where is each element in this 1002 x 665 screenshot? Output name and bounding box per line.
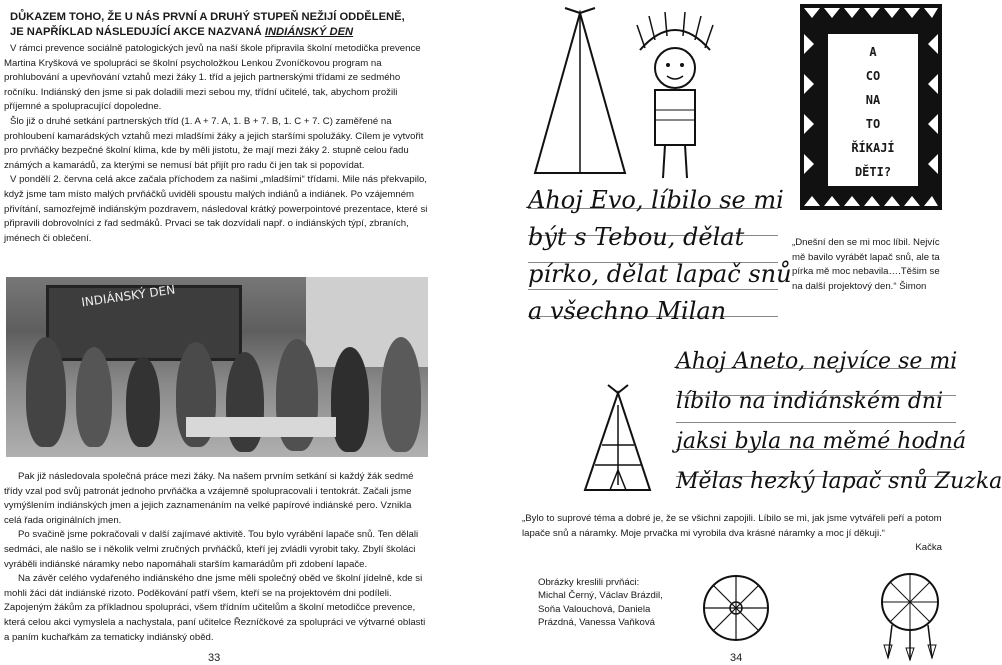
quote-simon: „Dnešní den se mi moc líbil. Nejvíc mě bavilo vyrábět lapač snů, ale ta pírka mě moc nebavila….Těšim se na další projektový den.“ Šimon: [792, 237, 940, 292]
credits-line: Michal Černý, Václav Brázdil,: [538, 590, 663, 602]
paragraph: V pondělí 2. června celá akce začala příchodem za našimi „mladšími“ třídami. Mile nás překvapilo, když jsme tam místo malých prvňáčků uviděli spoustu malých indiánů a indiánek. Po vzájemném přivítání, samozřejmě indiánským pozdravem, následoval krátký powerpointové prezentace, které si připravili dobrovolníci z řad sedmáků. Prvaci se tak dozvídali např. o indiánských týpí, zbraních, jménech či oblečení.: [4, 174, 428, 244]
person: [26, 337, 66, 447]
title-word: DĚTI?: [854, 165, 892, 179]
person: [381, 337, 421, 452]
blackboard-text: INDIÁNSKÝ DEN: [80, 282, 176, 310]
header-line-2-text: JE NAPŘÍKLAD NÁSLEDUJÍCÍ AKCE NAZVANÁ: [10, 26, 265, 38]
credits-line: Soňa Valouchová, Daniela: [538, 603, 651, 615]
continued-text: [4, 470, 429, 645]
dreamcatcher-drawing: [870, 570, 950, 662]
header-line-1: DŮKAZEM TOHO, ŽE U NÁS PRVNÍ A DRUHÝ STUPEŇ NEŽIJÍ ODDĚLENĚ,: [10, 11, 405, 23]
handwritten-line: Mělas hezký lapač snů Zuzka: [676, 469, 1002, 494]
credits-line: Obrázky kreslili prvňáci:: [538, 577, 640, 588]
paragraph: Šlo již o druhé setkání partnerských tříd (1. A + 7. A, 1. B + 7. B, 1. C + 7. C) zaměřené na prohloubení kamarádských vztahů mezi mladšími žáky a jejich staršími spolužáky. Cílem je vytvořit pro prvňáčky bezpečné školní klima, kde by měli jistotu, že mají mezi žáky 2. stupně celou řadu známých a kamarádů, za kterými se nemusí bát přijít pro radu či jen tak si popovídat.: [4, 115, 424, 171]
tipi-drawing: [525, 8, 635, 178]
title-word: CO: [865, 69, 881, 83]
kids-say-title: [826, 32, 920, 188]
article-title: INDIÁNSKÝ DEN: [264, 26, 354, 38]
dreamcatcher-drawing: [698, 570, 778, 660]
paragraph: Pak již následovala společná práce mezi žáky. Na našem prvním setkání si každý žák sedmé třídy vzal pod svůj patronát jednoho prvňáčka a vzájemně spolupracovali i tentokrát. Začali jsme vymýšlením indiánských jmen a jejich zaznamenáním na velké papírové indiánské pero. Vznikla celá řada originálních jmen.: [4, 471, 414, 526]
credits-line: Prázdná, Vanessa Vaňková: [538, 617, 655, 629]
title-word: NA: [865, 93, 881, 107]
table: [186, 417, 336, 437]
handwritten-line: Ahoj Evo, líbilo se mi: [528, 186, 784, 214]
class-photo: [6, 277, 428, 457]
intro-text: [4, 42, 429, 246]
paragraph: Na závěr celého vydařeného indiánského dne jsme měli společný oběd ve školní jídelně, kde si mohli žáci dát indiánské rizoto. Poděkování patří všem, kteří se na projektovém dni podíleli. Zapojeným žákům za příkladnou spolupráci, všem třídním učitelům a školní metodičce prevence, která celou akci vymyslela a nachystala, paní učitelce Řezníčkové za spolupráci ve výtvarné oblasti a paním kuchařkám za tematicky indiánský oběd.: [4, 573, 426, 643]
indian-drawing: [625, 10, 725, 185]
drawing-credits: [538, 576, 698, 630]
quote-kacka: [522, 512, 942, 556]
handwritten-line: být s Tebou, dělat: [528, 223, 745, 251]
page-number-right: 34: [730, 652, 743, 664]
paragraph: V rámci prevence sociálně patologických jevů na naší škole připravila školní metodička prevence Martina Kryšková ve spolupráci se školní psycholožkou Lenkou Zvoníčkovou program na prohlubování a upevňování vztahů mezi žáky 1. tříd a jejich partnerskými třídami ze sedmého ročníku. Indiánský den jsme si pak doladili mezi sebou my, třídní učitelé, tak, abychom prožili příjemné a spolupracující dopoledne.: [4, 43, 421, 113]
person: [126, 357, 160, 447]
paragraph: Po svačině jsme pokračovali v další zajímavé aktivitě. Tou bylo vyrábění lapače snů. Ten dělali sedmáci, ale našlo se i několik velmi zručných prvňáčků, kteří jej zvládli vyrobit taky. Zbylí školáci vyráběli indiánské náramky nebo napomáhali starším kamarádům při zdobení lapače.: [4, 529, 419, 570]
quote-text: „Bylo to suprové téma a dobré je, že se všichni zapojili. Líbilo se mi, jak jsme vytvářeli peří a potom lapače snů a náramky. Moje prvačka mi vyrobila dva krásné náramky a moc jí děkuji.“: [522, 513, 942, 539]
person: [331, 347, 369, 452]
title-word: TO: [865, 117, 881, 131]
handwritten-line: jaksi byla na měmé hodná: [676, 429, 967, 454]
page-number-left: 33: [208, 652, 221, 664]
person: [226, 352, 264, 452]
tipi-small-drawing: [580, 385, 655, 495]
header-line-2: [10, 25, 420, 40]
handwritten-line: a všechno Milan: [528, 297, 727, 325]
article-header: [10, 10, 420, 40]
handwritten-line: Ahoj Aneto, nejvíce se mi: [676, 349, 958, 374]
handwritten-line: líbilo na indiánském dni: [676, 389, 944, 414]
handwritten-line: pírko, dělat lapač snů: [528, 260, 792, 288]
handwritten-note-zuzka: [676, 342, 1002, 502]
title-word: ŘÍKAJÍ: [851, 141, 895, 155]
person: [76, 347, 112, 447]
handwritten-note-milan: [528, 182, 792, 332]
kids-say-frame: [800, 4, 942, 210]
quote-signature: Kačka: [915, 542, 942, 554]
title-word: A: [869, 45, 877, 59]
